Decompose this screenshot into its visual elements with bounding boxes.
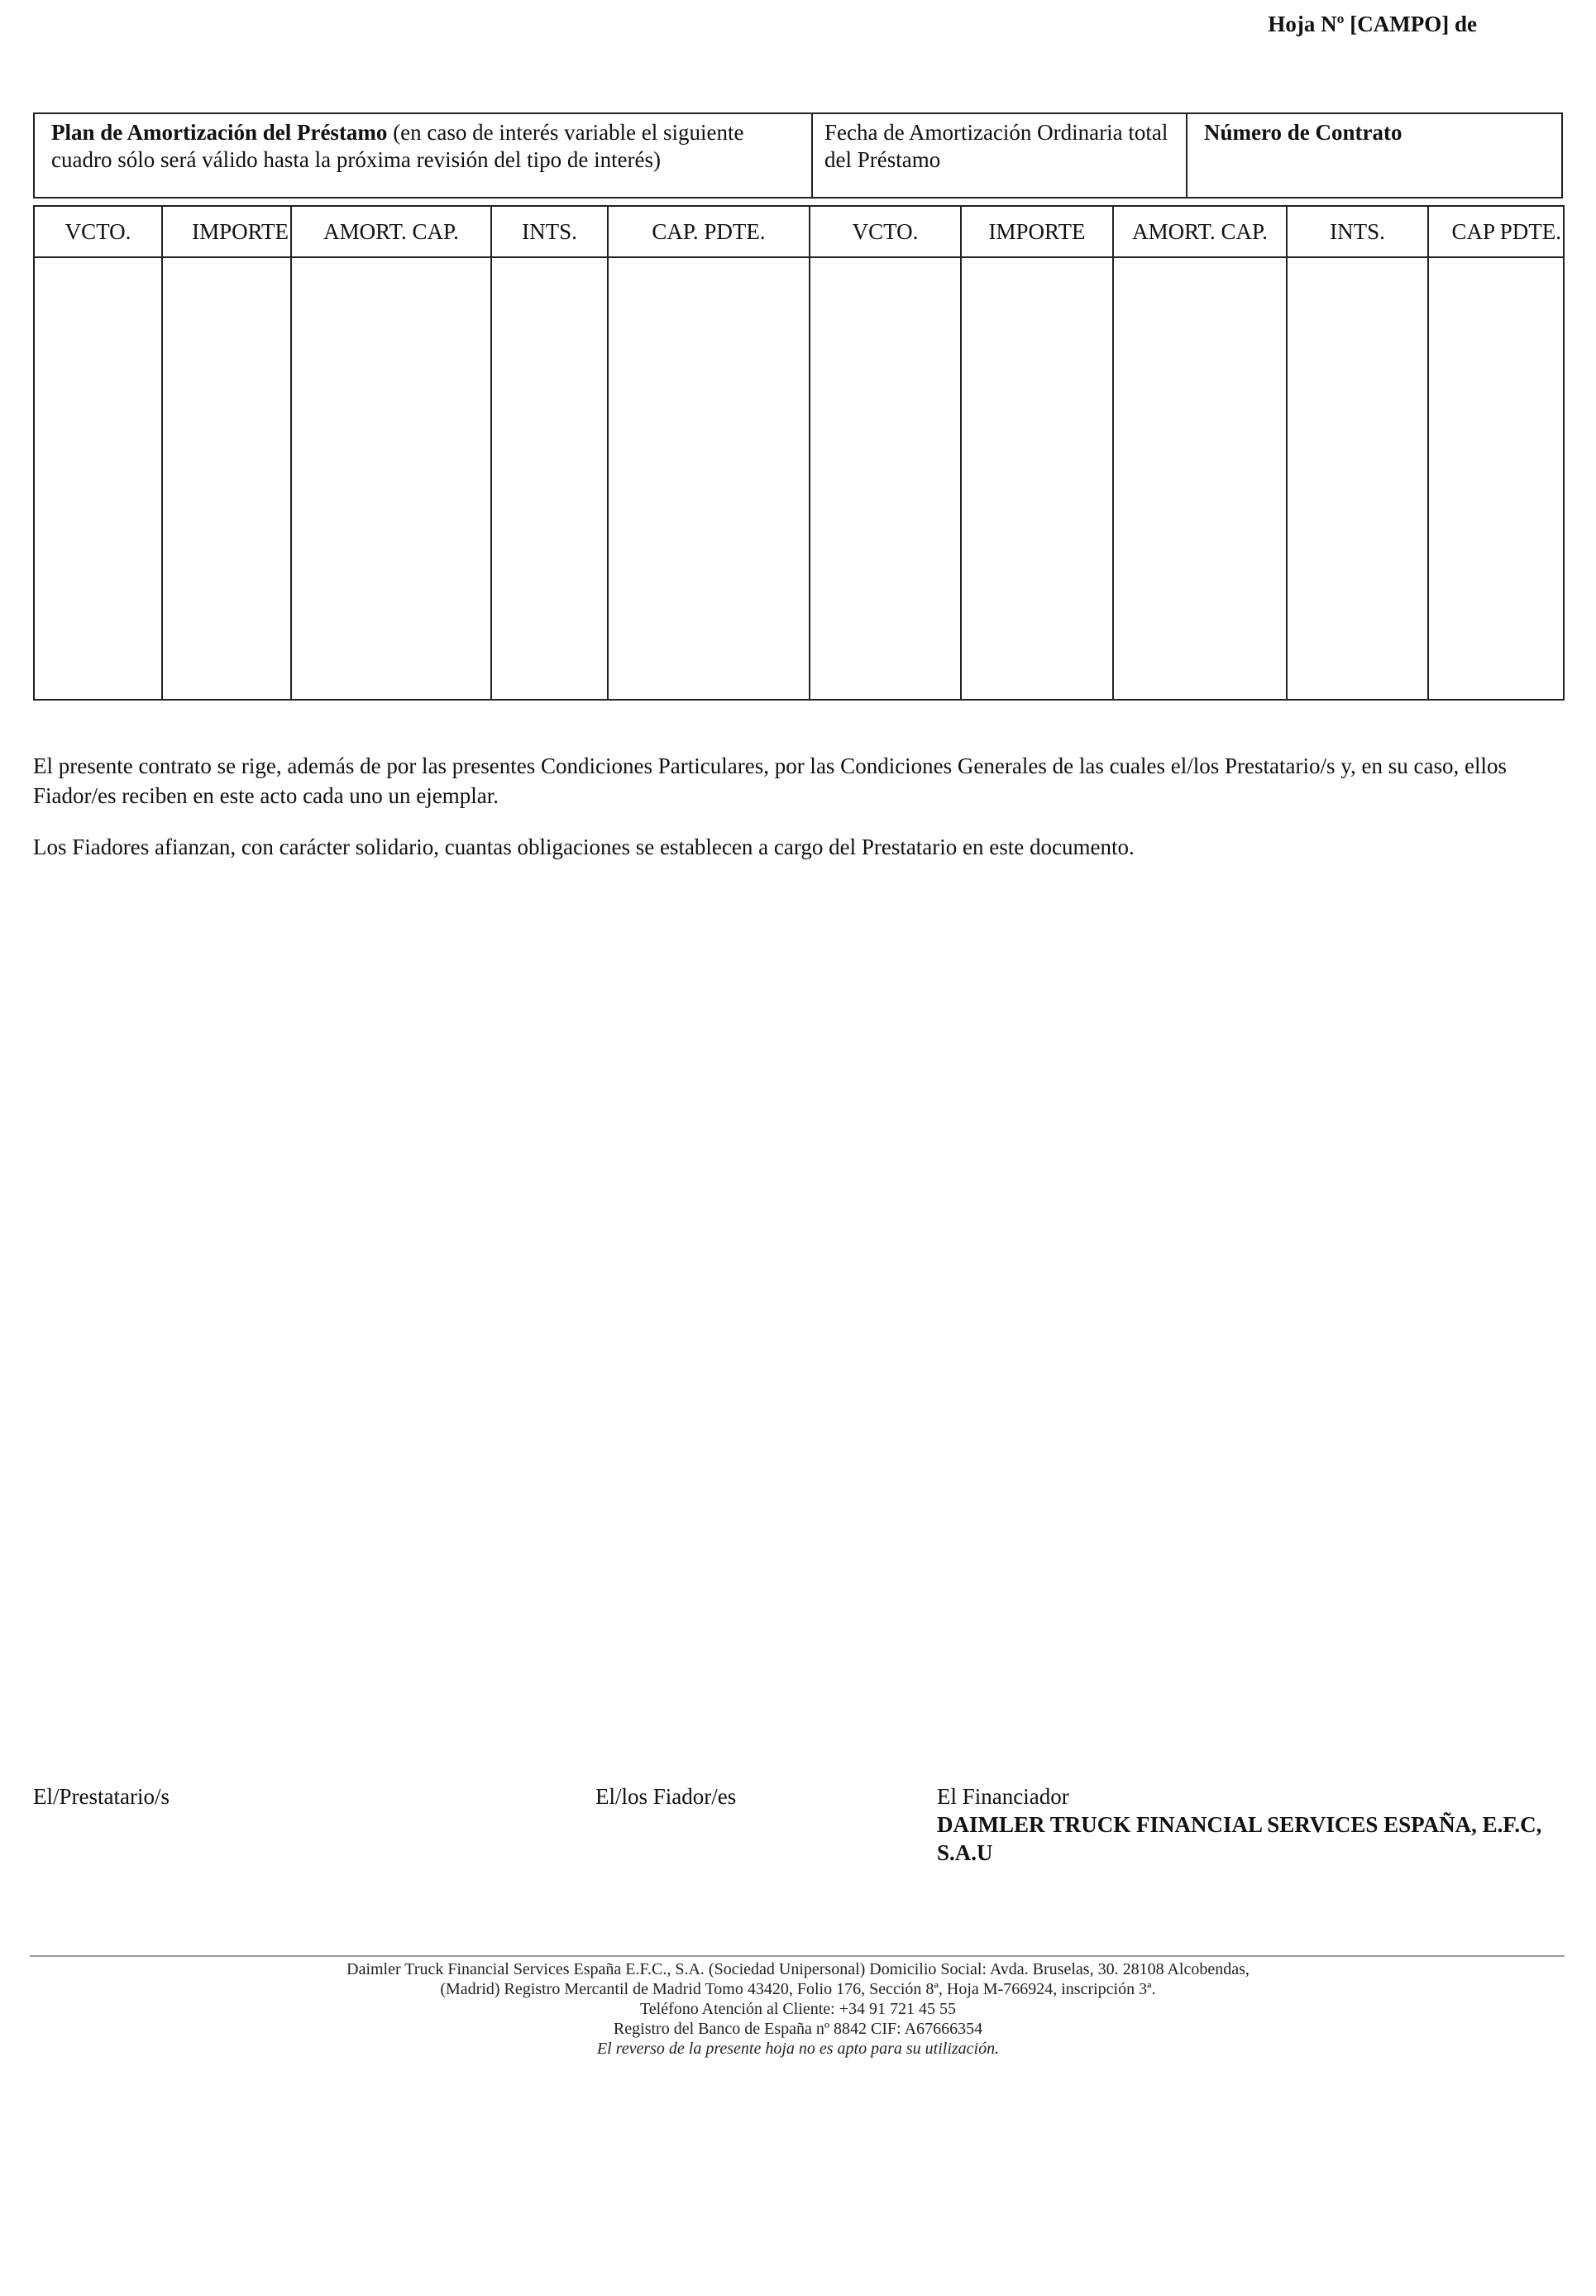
col-header-amort-cap-2: AMORT. CAP. xyxy=(1113,206,1287,257)
col-header-importe: IMPORTE xyxy=(162,206,291,257)
page-number xyxy=(1268,12,1477,37)
plan-title: Plan de Amortización del Préstamo xyxy=(51,120,388,145)
signature-financiador xyxy=(937,1782,1574,1867)
plan-amortizacion-cell xyxy=(35,114,813,197)
table-cell xyxy=(1287,257,1428,700)
contract-clauses xyxy=(33,751,1571,883)
footer-line-4: Registro del Banco de España nº 8842 CIF: A67666354 xyxy=(613,2020,983,2038)
plan-note: (en caso de interés variable el siguiente cuadro sólo será válido hasta la próxima revisión del tipo de interés) xyxy=(51,120,744,172)
fecha-amortizacion-cell xyxy=(813,114,1187,197)
table-cell xyxy=(162,257,291,700)
page-number-label: Hoja Nº [CAMPO] de xyxy=(1268,12,1477,36)
col-header-importe-2: IMPORTE xyxy=(961,206,1113,257)
financiador-label: El Financiador xyxy=(937,1784,1069,1809)
table-cell xyxy=(491,257,608,700)
col-header-ints-2: INTS. xyxy=(1287,206,1428,257)
footer-line-2: (Madrid) Registro Mercantil de Madrid Tomo 43420, Folio 176, Sección 8ª, Hoja M-766924, inscripción 3ª. xyxy=(440,1980,1156,1998)
loan-header-table xyxy=(33,112,1563,199)
footer-line-1: Daimler Truck Financial Services España E.F.C., S.A. (Sociedad Unipersonal) Domicilio Social: Avda. Bruselas, 30. 28108 Alcobendas, xyxy=(346,1960,1250,1978)
table-cell xyxy=(1113,257,1287,700)
table-cell xyxy=(608,257,810,700)
table-cell xyxy=(34,257,162,700)
table-cell xyxy=(1428,257,1564,700)
footer xyxy=(0,1959,1596,2059)
fecha-label: Fecha de Amortización Ordinaria total del Préstamo xyxy=(824,120,1168,172)
numero-contrato-cell xyxy=(1187,114,1561,197)
footer-line-3: Teléfono Atención al Cliente: +34 91 721 45 55 xyxy=(639,2000,957,2018)
contrato-label: Número de Contrato xyxy=(1204,120,1402,145)
clause-condiciones: El presente contrato se rige, además de por las presentes Condiciones Particulares, por las Condiciones Generales de las cuales el/los Prestatario/s y, en su caso, ellos Fiador/es reciben en este acto cada uno un ejemplar. xyxy=(33,753,1507,808)
col-header-cap-pdte: CAP. PDTE. xyxy=(608,206,810,257)
table-row xyxy=(34,257,1564,700)
table-cell xyxy=(291,257,491,700)
col-header-vcto: VCTO. xyxy=(34,206,162,257)
footer-divider xyxy=(30,1955,1565,1957)
signature-prestatario: El/Prestatario/s xyxy=(33,1784,170,1809)
clause-fiadores: Los Fiadores afianzan, con carácter solidario, cuantas obligaciones se establecen a cargo del Prestatario en este documento. xyxy=(33,835,1135,859)
col-header-ints: INTS. xyxy=(491,206,608,257)
amortization-table xyxy=(33,205,1565,701)
financiador-company: DAIMLER TRUCK FINANCIAL SERVICES ESPAÑA, E.F.C, S.A.U xyxy=(937,1812,1542,1865)
signature-fiador: El/los Fiador/es xyxy=(595,1784,737,1809)
col-header-vcto-2: VCTO. xyxy=(810,206,961,257)
col-header-cap-pdte-2: CAP PDTE. xyxy=(1428,206,1564,257)
col-header-amort-cap: AMORT. CAP. xyxy=(291,206,491,257)
table-header-row xyxy=(34,206,1564,257)
table-cell xyxy=(961,257,1113,700)
table-cell xyxy=(810,257,961,700)
footer-line-5: El reverso de la presente hoja no es apto para su utilización. xyxy=(596,2040,1000,2058)
